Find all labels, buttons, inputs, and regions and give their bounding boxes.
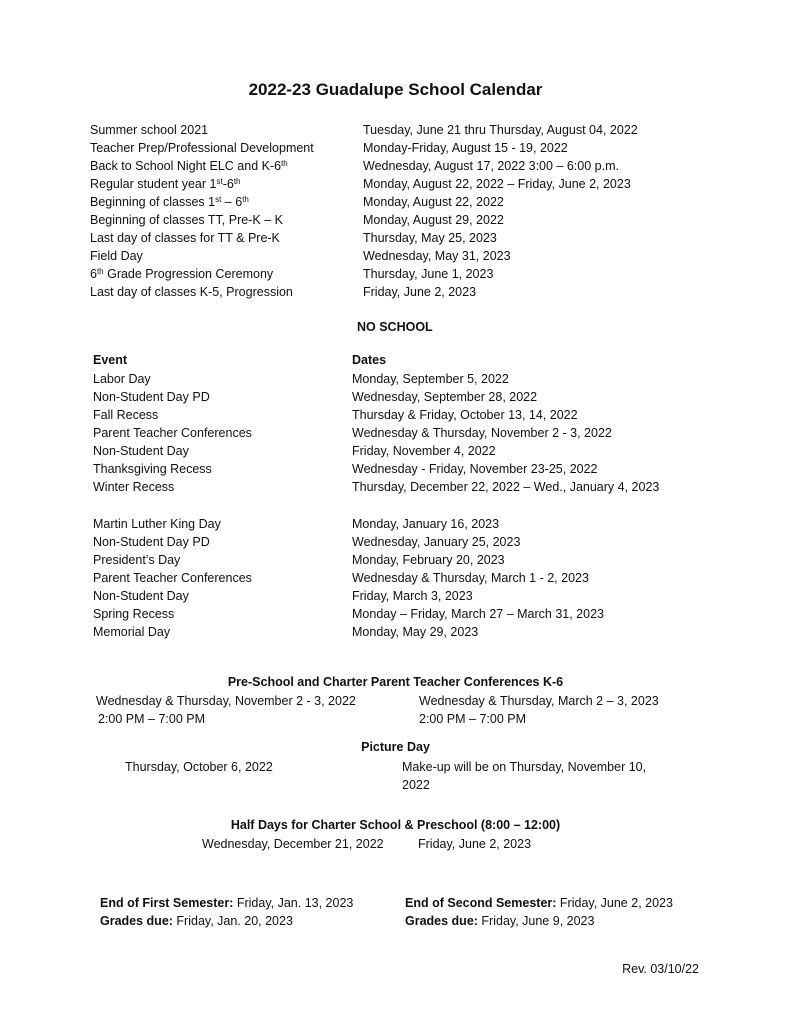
first-semester-grades-due: Grades due: Friday, Jan. 20, 2023 bbox=[100, 914, 293, 928]
event-date: Monday, August 22, 2022 bbox=[363, 195, 504, 209]
event-label: Regular student year 1st-6th bbox=[90, 177, 241, 191]
conferences-heading: Pre-School and Charter Parent Teacher Conferences K-6 bbox=[227, 675, 564, 689]
event-date: Wednesday, August 17, 2022 3:00 – 6:00 p.m. bbox=[363, 159, 619, 173]
event-label: Back to School Night ELC and K-6th bbox=[90, 159, 288, 173]
event-date: Thursday, June 1, 2023 bbox=[363, 267, 494, 281]
conference-fall-date: Wednesday & Thursday, November 2 - 3, 2022 bbox=[96, 694, 356, 708]
no-school-heading: NO SCHOOL bbox=[357, 320, 433, 334]
second-semester-grades-due: Grades due: Friday, June 9, 2023 bbox=[405, 914, 595, 928]
no-school-date: Wednesday & Thursday, March 1 - 2, 2023 bbox=[352, 571, 589, 585]
no-school-date: Wednesday, September 28, 2022 bbox=[352, 390, 538, 404]
no-school-event: Spring Recess bbox=[93, 607, 175, 621]
half-day-date: Wednesday, December 21, 2022 bbox=[202, 837, 384, 851]
event-label: Field Day bbox=[90, 249, 143, 263]
no-school-date: Thursday & Friday, October 13, 14, 2022 bbox=[352, 408, 578, 422]
no-school-event: Non-Student Day bbox=[93, 589, 189, 603]
no-school-date: Wednesday - Friday, November 23-25, 2022 bbox=[352, 462, 598, 476]
no-school-event: Parent Teacher Conferences bbox=[93, 426, 252, 440]
event-date: Tuesday, June 21 thru Thursday, August 04, 2022 bbox=[363, 123, 638, 137]
no-school-date: Wednesday, January 25, 2023 bbox=[352, 535, 521, 549]
half-day-date: Friday, June 2, 2023 bbox=[418, 837, 532, 851]
conference-fall-time: 2:00 PM – 7:00 PM bbox=[98, 712, 206, 726]
picture-day-date: Thursday, October 6, 2022 bbox=[125, 760, 273, 774]
no-school-event: Non-Student Day PD bbox=[93, 535, 210, 549]
end-second-semester: End of Second Semester: Friday, June 2, 2023 bbox=[405, 896, 673, 910]
no-school-event: Thanksgiving Recess bbox=[93, 462, 212, 476]
no-school-date: Monday – Friday, March 27 – March 31, 2023 bbox=[352, 607, 604, 621]
event-date: Monday-Friday, August 15 - 19, 2022 bbox=[363, 141, 568, 155]
conference-spring-date: Wednesday & Thursday, March 2 – 3, 2023 bbox=[419, 694, 659, 708]
no-school-date: Thursday, December 22, 2022 – Wed., January 4, 2023 bbox=[352, 480, 660, 494]
event-label: Beginning of classes TT, Pre-K – K bbox=[90, 213, 283, 227]
half-days-heading: Half Days for Charter School & Preschool (8:00 – 12:00) bbox=[230, 818, 561, 832]
picture-day-makeup-year: 2022 bbox=[402, 778, 430, 792]
no-school-event: Non-Student Day PD bbox=[93, 390, 210, 404]
picture-day-heading: Picture Day bbox=[361, 740, 430, 754]
end-first-semester: End of First Semester: Friday, Jan. 13, 2023 bbox=[100, 896, 354, 910]
event-label: Last day of classes for TT & Pre-K bbox=[90, 231, 280, 245]
column-header-dates: Dates bbox=[352, 353, 387, 367]
column-header-event: Event bbox=[93, 353, 128, 367]
revision-note: Rev. 03/10/22 bbox=[622, 962, 699, 976]
event-date: Monday, August 22, 2022 – Friday, June 2, 2023 bbox=[363, 177, 631, 191]
no-school-event: Martin Luther King Day bbox=[93, 517, 221, 531]
no-school-event: Winter Recess bbox=[93, 480, 175, 494]
page-title: 2022-23 Guadalupe School Calendar bbox=[248, 80, 543, 99]
no-school-date: Monday, May 29, 2023 bbox=[352, 625, 479, 639]
no-school-event: Memorial Day bbox=[93, 625, 171, 639]
no-school-date: Monday, September 5, 2022 bbox=[352, 372, 509, 386]
no-school-date: Monday, February 20, 2023 bbox=[352, 553, 505, 567]
no-school-event: Parent Teacher Conferences bbox=[93, 571, 252, 585]
event-label: 6th Grade Progression Ceremony bbox=[90, 267, 274, 281]
event-date: Thursday, May 25, 2023 bbox=[363, 231, 497, 245]
conference-spring-time: 2:00 PM – 7:00 PM bbox=[419, 712, 527, 726]
no-school-event: Fall Recess bbox=[93, 408, 159, 422]
event-label: Beginning of classes 1st – 6th bbox=[90, 195, 249, 209]
event-label: Last day of classes K-5, Progression bbox=[90, 285, 293, 299]
event-label: Teacher Prep/Professional Development bbox=[90, 141, 314, 155]
no-school-date: Friday, March 3, 2023 bbox=[352, 589, 473, 603]
event-date: Monday, August 29, 2022 bbox=[363, 213, 504, 227]
event-date: Wednesday, May 31, 2023 bbox=[363, 249, 511, 263]
event-label: Summer school 2021 bbox=[90, 123, 209, 137]
no-school-event: Non-Student Day bbox=[93, 444, 189, 458]
no-school-date: Friday, November 4, 2022 bbox=[352, 444, 496, 458]
no-school-event: President’s Day bbox=[93, 553, 181, 567]
no-school-date: Wednesday & Thursday, November 2 - 3, 2022 bbox=[352, 426, 612, 440]
event-date: Friday, June 2, 2023 bbox=[363, 285, 477, 299]
no-school-event: Labor Day bbox=[93, 372, 151, 386]
no-school-date: Monday, January 16, 2023 bbox=[352, 517, 500, 531]
picture-day-makeup: Make-up will be on Thursday, November 10, bbox=[402, 760, 647, 774]
